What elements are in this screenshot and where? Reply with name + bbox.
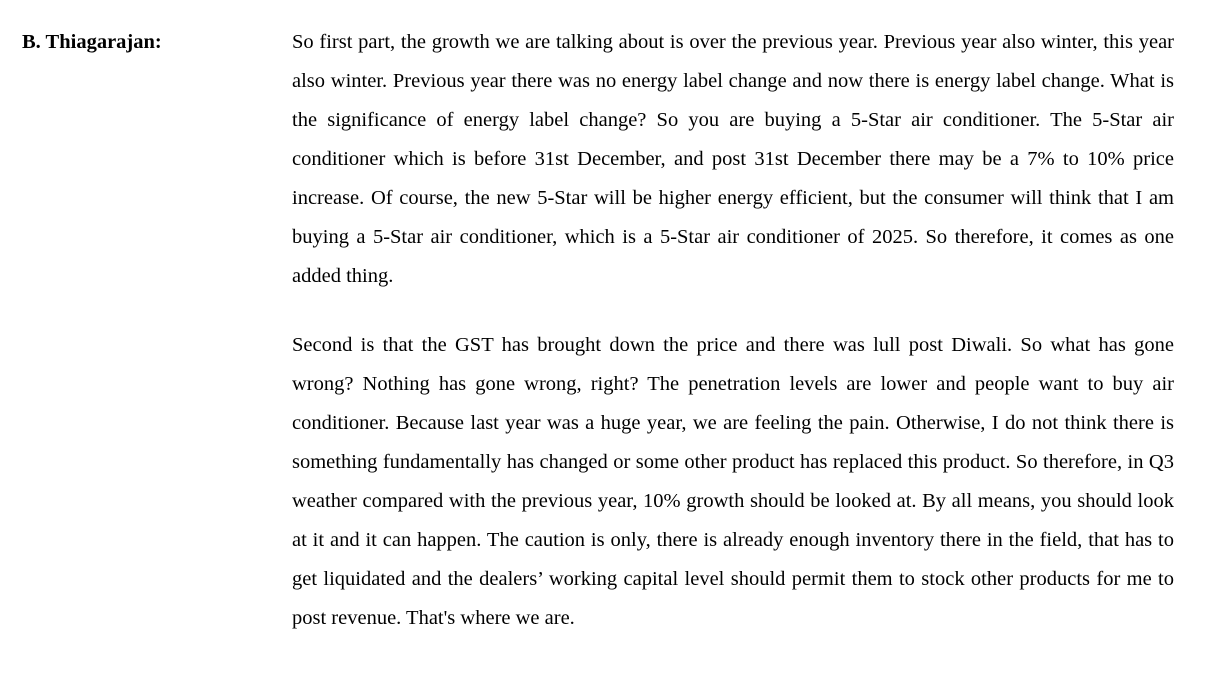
response-paragraph-2: Second is that the GST has brought down the price and there was lull post Diwali. So what has gone wrong? Nothing has gone wrong, right? The penetration levels are lower and people want to buy air conditioner. Because last year was a huge year, we are feeling the pain. Otherwise, I do not think there is something fundamentally has changed or some other product has replaced this product. So therefore, in Q3 weather compared with the previous year, 10% growth should be looked at. By all means, you should look at it and it can happen. The caution is only, there is already enough inventory there in the field, that has to get liquidated and the dealers’ working capital level should permit them to stock other products for me to post revenue. That's where we are. xyxy=(292,334,1174,629)
speaker-response xyxy=(292,23,1174,638)
speaker-name: B. Thiagarajan: xyxy=(22,31,162,53)
response-paragraph-1: So first part, the growth we are talking about is over the previous year. Previous year also winter, this year also winter. Previous year there was no energy label change and now there is energy label change. What is the significance of energy label change? So you are buying a 5-Star air conditioner. The 5-Star air conditioner which is before 31st December, and post 31st December there may be a 7% to 10% price increase. Of course, the new 5-Star will be higher energy efficient, but the consumer will think that I am buying a 5-Star air conditioner, which is a 5-Star air conditioner of 2025. So therefore, it comes as one added thing. xyxy=(292,31,1174,287)
